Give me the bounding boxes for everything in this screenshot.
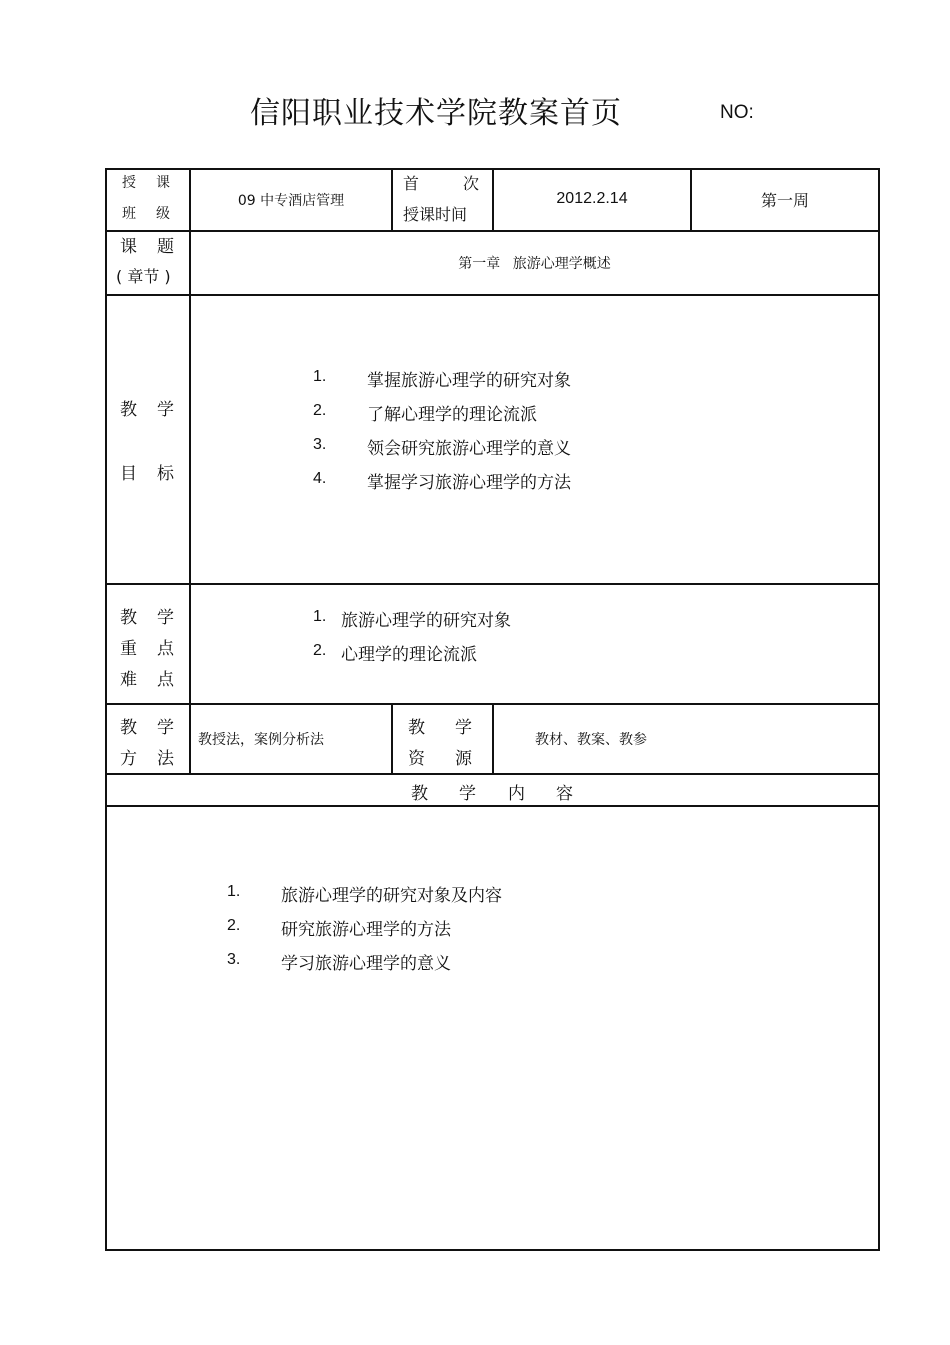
table-border-left <box>105 168 107 1251</box>
row-divider <box>105 773 880 775</box>
row-divider <box>105 583 880 585</box>
lesson-plan-table: 授 课 班 级 09 中专酒店管理 首 次 授课时间 2012.2.14 第一周 课 题 ( 章节 ) 第一章 旅游心理学概述 教 学 目 标 1. 掌握旅游心理学的研究对象 2. 了解心理学的理论流派 3. 领会研究旅游心理学的意义 4. 掌握学习旅游心理学的方法 教 学 重 点 难 点 1. 旅游心理学的研究对象 2. 心理学的理论流派 教 学 方 法 教授法，案例分析法 教 学 资 源 教材、教案、教参 教 学 内 容 1. 旅游心理学的研究对象及内容 2. 研究旅游心理学的方法 3. 学习旅游心理学的意义 <box>105 168 880 1251</box>
week-value: 第一周 <box>760 190 809 210</box>
resources-value: 教材、教案、教参 <box>535 732 647 748</box>
column-divider <box>391 168 393 230</box>
column-divider <box>492 703 494 773</box>
table-border-right <box>878 168 880 1251</box>
document-number-label: NO: <box>720 102 754 123</box>
row-divider <box>105 805 880 807</box>
table-border-bottom <box>105 1249 880 1251</box>
page-title: 信阳职业技术学院教案首页 <box>250 96 622 131</box>
methods-value: 教授法，案例分析法 <box>198 732 324 748</box>
first-lesson-date: 2012.2.14 <box>556 190 628 207</box>
class-value: 09 中专酒店管理 <box>237 193 345 209</box>
column-divider <box>391 703 393 773</box>
row-divider <box>105 294 880 296</box>
topic-value: 第一章 旅游心理学概述 <box>458 256 611 272</box>
